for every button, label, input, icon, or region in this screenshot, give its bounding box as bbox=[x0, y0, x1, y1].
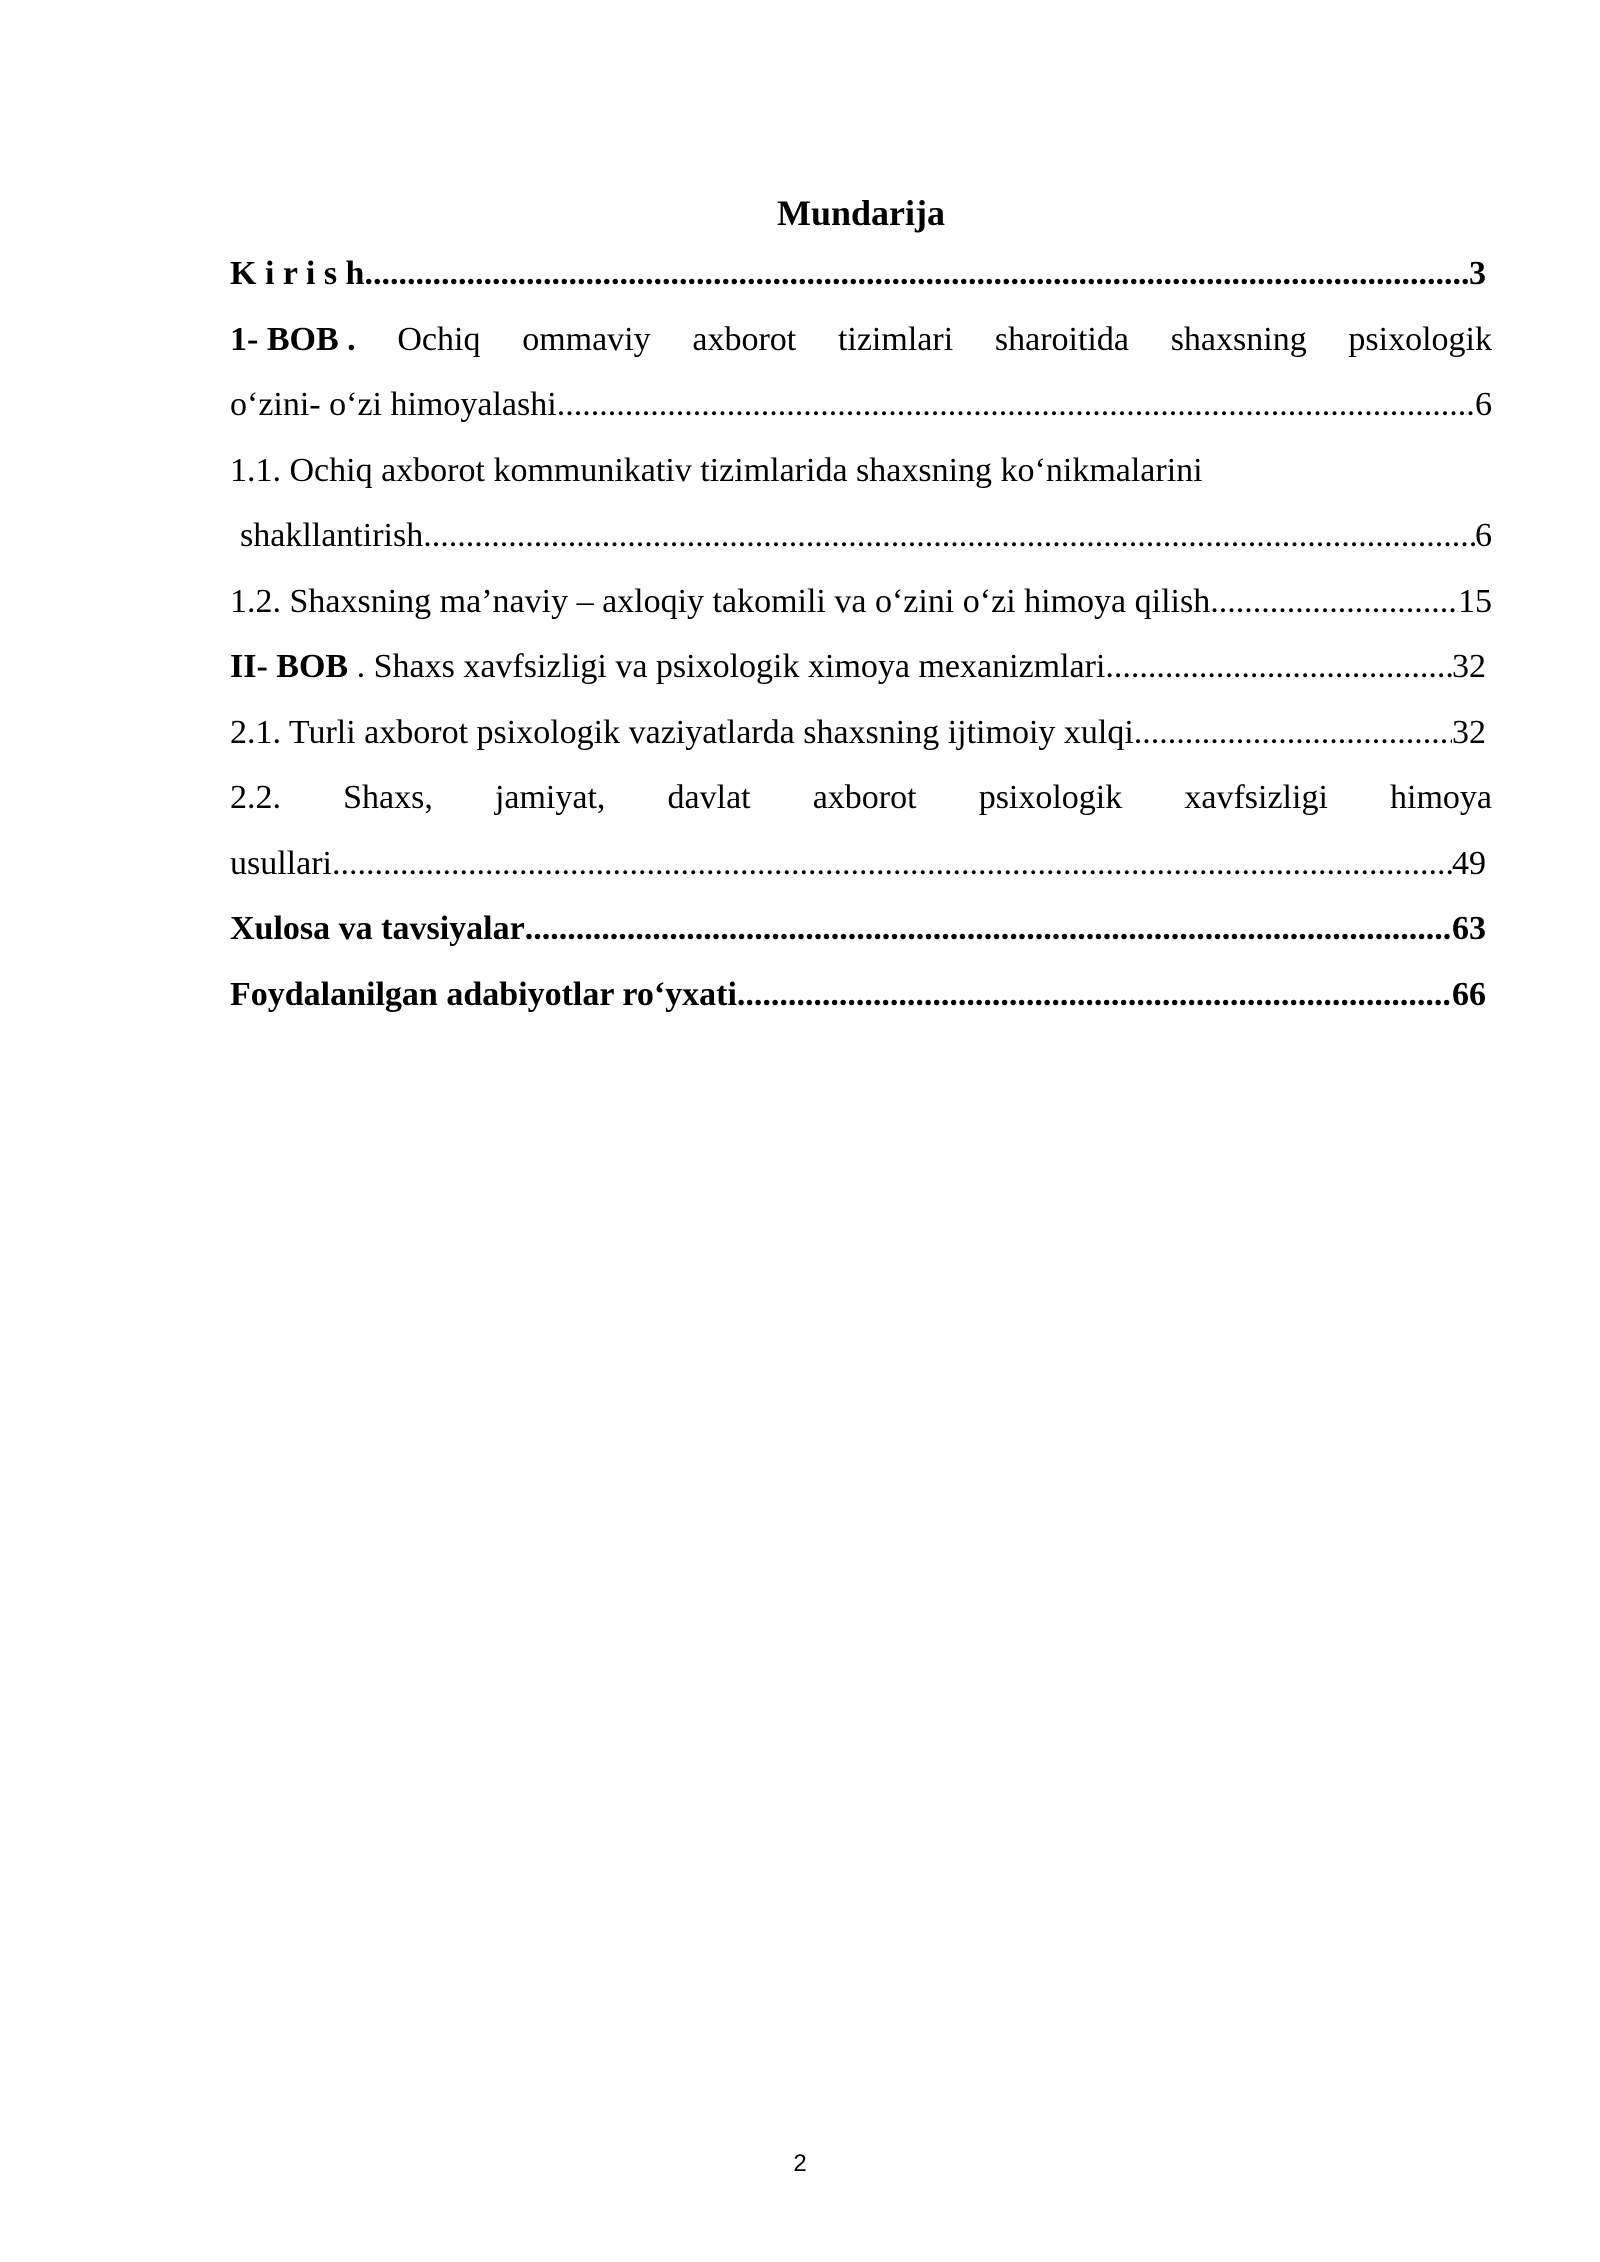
toc-page-number: 15 bbox=[1458, 582, 1492, 620]
toc-entry-label bbox=[230, 634, 1105, 700]
toc-entry-bob2 bbox=[230, 634, 1492, 700]
toc-entry-xulosa bbox=[230, 896, 1492, 962]
toc-title: Mundarija bbox=[776, 193, 945, 233]
toc-word: 2.2. bbox=[230, 779, 281, 816]
toc-page-number: 49 bbox=[1452, 844, 1486, 882]
toc-entry-1-1-line2 bbox=[230, 503, 1492, 569]
toc-entry-bob1-line1 bbox=[230, 307, 1492, 373]
toc-entry-text: . Shaxs xavfsizligi va psixologik ximoya mexanizmlari bbox=[348, 648, 1106, 685]
toc-entry-adabiyotlar bbox=[230, 962, 1492, 1028]
toc-entry-2-1 bbox=[230, 700, 1492, 766]
dot-leader bbox=[364, 241, 1469, 307]
toc-chapter-label: II- BOB bbox=[230, 648, 349, 685]
toc-page-number: 6 bbox=[1475, 386, 1492, 423]
toc-word: shaxsning bbox=[1170, 320, 1307, 358]
toc-entry-2-2-line1 bbox=[230, 765, 1492, 831]
toc-word: sharoitida bbox=[994, 320, 1129, 358]
toc-word: xavfsizligi bbox=[1184, 779, 1328, 816]
toc-page-number: 66 bbox=[1452, 975, 1486, 1013]
toc-page-number: 63 bbox=[1452, 910, 1486, 947]
toc-page-number: 32 bbox=[1452, 648, 1486, 685]
toc-word: jamiyat, bbox=[494, 779, 606, 816]
toc-entry-2-2-line2 bbox=[230, 831, 1492, 897]
toc-entry-label: Xulosa va tavsiyalar bbox=[230, 910, 525, 947]
toc-page-number: 32 bbox=[1452, 713, 1486, 751]
toc-entry-label: Foydalanilgan adabiyotlar ro‘yxati bbox=[230, 975, 737, 1013]
toc-entry-1-1-line1 bbox=[230, 438, 1492, 504]
toc-entry-label: o‘zini- o‘zi himoyalashi bbox=[230, 386, 557, 423]
toc-entry-kirish bbox=[230, 241, 1492, 307]
toc-word: axborot bbox=[812, 779, 917, 816]
toc-page-number: 3 bbox=[1469, 255, 1486, 292]
toc-word: himoya bbox=[1390, 779, 1492, 816]
toc-word: Ochiq bbox=[397, 320, 481, 358]
toc-word: axborot bbox=[692, 320, 797, 358]
dot-leader bbox=[332, 831, 1452, 897]
toc-entry-label: 2.1. Turli axborot psixologik vaziyatlarda shaxsning ijtimoiy xulqi bbox=[230, 713, 1134, 751]
toc-entry-label: usullari bbox=[230, 844, 332, 882]
dot-leader bbox=[525, 896, 1452, 962]
toc-entry-1-2 bbox=[230, 569, 1492, 635]
toc-entry-label: K i r i s h bbox=[230, 255, 365, 292]
toc-chapter-label: 1- BOB . bbox=[230, 320, 356, 358]
toc-page-number: 6 bbox=[1475, 517, 1492, 554]
dot-leader bbox=[1105, 634, 1452, 700]
dot-leader bbox=[1134, 700, 1452, 766]
toc-word: psixologik bbox=[1348, 320, 1492, 358]
dot-leader bbox=[423, 503, 1475, 569]
toc-entry-label: 1.1. Ochiq axborot kommunikativ tizimlarida shaxsning ko‘nikmalarini bbox=[230, 451, 1203, 489]
page-number: 2 bbox=[793, 2150, 807, 2177]
toc-word: ommaviy bbox=[522, 320, 651, 358]
toc-word: davlat bbox=[667, 779, 751, 816]
toc-word: tizimlari bbox=[837, 320, 954, 358]
toc-entry-bob1-line2 bbox=[230, 372, 1492, 438]
dot-leader bbox=[557, 372, 1475, 438]
toc-word: Shaxs, bbox=[343, 779, 433, 816]
table-of-contents bbox=[230, 185, 1492, 1027]
toc-entry-label: 1.2. Shaxsning ma’naviy – axloqiy takomili va o‘zini o‘zi himoya qilish bbox=[230, 582, 1211, 620]
dot-leader bbox=[737, 962, 1452, 1028]
toc-entry-label: shakllantirish bbox=[240, 517, 424, 554]
dot-leader bbox=[1210, 569, 1458, 635]
toc-word: psixologik bbox=[978, 779, 1123, 816]
